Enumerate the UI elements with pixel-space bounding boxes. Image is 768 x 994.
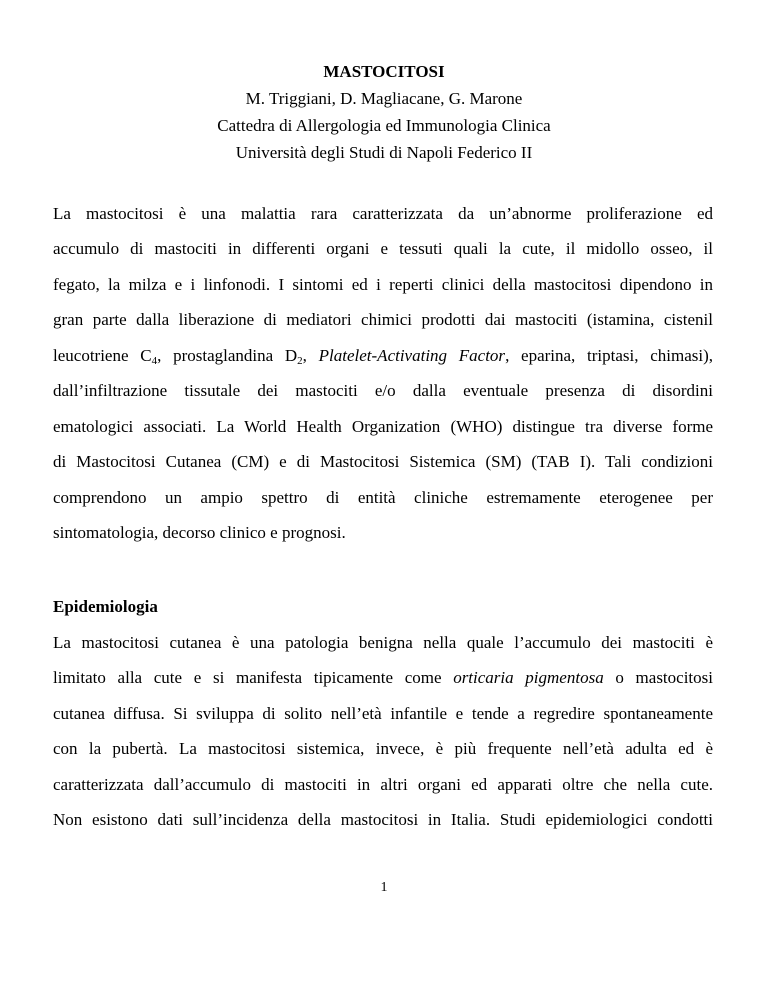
text-line: La mastocitosi è una malattia rara caratterizzata da un’abnorme proliferazione ed [53,204,713,223]
subscript: 2 [297,355,303,367]
department: Cattedra di Allergologia ed Immunologia Clinica [217,116,551,135]
document-title: MASTOCITOSI [323,62,445,81]
text-line: fegato, la milza e i linfonodi. I sintomi ed i reperti clinici della mastocitosi dipendono in [53,275,713,294]
text-run: limitato alla cute e si manifesta tipicamente come [53,668,454,687]
italic-term: Platelet-Activating Factor [318,346,506,365]
text-line: di Mastocitosi Cutanea (CM) e di Mastocitosi Sistemica (SM) (TAB I). Tali condizioni [53,452,713,471]
italic-term: orticaria pigmentosa [453,668,604,687]
text-run: , prostaglandina D [157,346,298,365]
text-line: cutanea diffusa. Si sviluppa di solito nell’età infantile e tende a regredire spontaneamente [53,704,713,723]
subscript: 4 [151,355,158,367]
university: Università degli Studi di Napoli Federico II [235,143,533,162]
text-line: sintomatologia, decorso clinico e prognosi. [53,523,346,542]
text-line: caratterizzata dall’accumulo di mastociti in altri organi ed apparati oltre che nella cute. [53,775,713,794]
page-number: 1 [380,880,388,895]
authors: M. Triggiani, D. Magliacane, G. Marone [245,89,523,108]
text-line: gran parte dalla liberazione di mediatori chimici prodotti dai mastociti (istamina, cistenil [53,310,713,329]
text-line: Non esistono dati sull’incidenza della mastocitosi in Italia. Studi epidemiologici condotti [53,810,713,829]
text-line: dall’infiltrazione tissutale dei mastociti e/o dalla eventuale presenza di disordini [53,381,713,400]
text-run: o mastocitosi [603,668,713,687]
text-line: La mastocitosi cutanea è una patologia benigna nella quale l’accumulo dei mastociti è [53,633,713,652]
text-line: ematologici associati. La World Health Organization (WHO) distingue tra diverse forme [53,417,713,436]
text-line: con la pubertà. La mastocitosi sistemica, invece, è più frequente nell’età adulta ed è [53,739,713,758]
text-line: accumulo di mastociti in differenti organi e tessuti quali la cute, il midollo osseo, il [53,239,713,258]
text-line [53,668,713,688]
section-heading: Epidemiologia [53,597,158,616]
text-run: leucotriene C [53,346,152,365]
text-line [53,346,713,366]
text-run: , eparina, triptasi, chimasi), [505,346,714,365]
text-line: comprendono un ampio spettro di entità cliniche estremamente eterogenee per [53,488,713,507]
text-run: , [302,346,319,365]
